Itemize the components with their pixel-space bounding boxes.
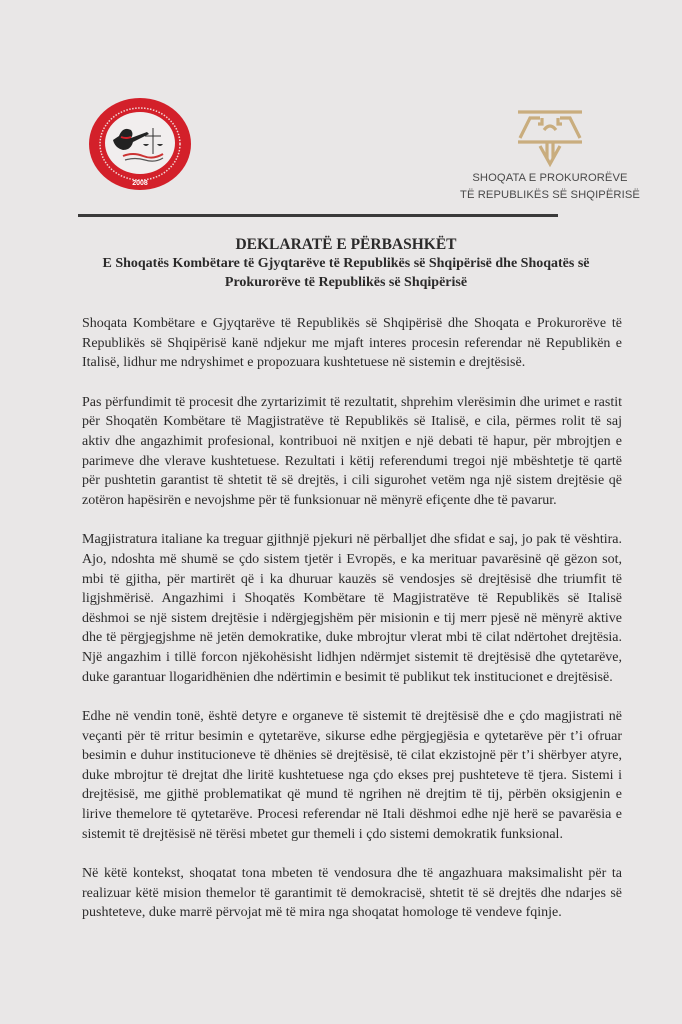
- declaration-body: [82, 314, 622, 943]
- declaration-subtitle-line1: E Shoqatës Kombëtare të Gjyqtarëve të Republikës së Shqipërisë dhe Shoqatës së: [102, 256, 590, 271]
- seal-year: 2008: [132, 180, 148, 187]
- paragraph: Magjistratura italiane ka treguar gjithnjë pjekuri në përballjet dhe sfidat e saj, jo pak të vështira. Ajo, ndoshta më shumë se çdo sistem tjetër i Evropës, e ka merituar pavarësinë që gëzon sot, mbi të gjitha, për martirët që i ka dhuruar kauzës së vendosjes së drejtësisë dhe triumfit të ligjshmërisë. Angazhimi i Shoqatës Kombëtare të Magjistratëve të Republikës së Italisë dëshmoi se një sistem drejtësie i ndërgjegjshëm për misionin e tij merr pjesë në mënyrë aktive dhe të përgjegjshme në jetën demokratike, duke mbrojtur vlerat mbi të cilat ndërtohet drejtësia. Një angazhim i tillë forcon njëkohësisht lidhjen ndërmjet sistemit të drejtësisë dhe qytetarëve, duke garantuar llogaridhënien dhe ndërtimin e besimit të publikut tek institucionet e drejtësisë.: [82, 532, 622, 685]
- prosecutors-association-name-line2: TË REPUBLIKËS SË SHQIPËRISË: [460, 189, 640, 201]
- paragraph: Pas përfundimit të procesit dhe zyrtarizimit të rezultatit, shprehim vlerësimin dhe urimet e rastit për Shoqatën Kombëtare të Magjistratëve të Republikës së Italisë, e cila, përmes rolit të saj aktiv dhe angazhimit profesional, kontribuoi në nxitjen e një debati të hapur, për mbrojtjen e parimeve dhe vlerave kushtetuese. Rezultati i këtij referendumi tregoi një mbështetje të qartë për pushtetin garantist të shtetit të së drejtës, i cili sigurohet vetëm nga një sistem drejtësie që zotëron hapësirën e nevojshme për të funksionuar në mënyrë efiçente dhe të pavarur.: [82, 394, 622, 508]
- declaration-title: DEKLARATË E PËRBASHKËT: [235, 236, 457, 253]
- declaration-subtitle-line2: Prokurorëve të Republikës së Shqipërisë: [224, 275, 468, 290]
- prosecutors-association-emblem-icon: [514, 102, 586, 168]
- paragraph: Në këtë kontekst, shoqatat tona mbeten të vendosura dhe të angazhuara maksimalisht për ta realizuar këtë mision themelor të garantimit të demokracisë, shtetit të së drejtës dhe ndarjes së pushteteve, duke marrë përvojat më të mira nga shoqatat homologe të vendeve fqinje.: [82, 866, 622, 921]
- declaration-title-block: [60, 236, 632, 292]
- paragraph: Edhe në vendin tonë, është detyre e organeve të sistemit të drejtësisë dhe e çdo magjistrati në veçanti për të rritur besimin e qytetarëve, sikurse edhe përgjegjësia e qytetarëve për t’i ofruar besimin e duhur institucioneve të dhënies së drejtësisë, të cilat ekzistojnë për t’i shërbyer atyre, duke mbrojtur të drejtat dhe liritë kushtetuese nga çdo ekses prej pushteteve të tjera. Sistemi i drejtësisë, me gjithë problematikat që mund të ngrihen në drejtim të tij, përbën oksigjenin e lirive themelore të qytetarëve. Procesi referendar në Itali dëshmoi edhe një herë se pavarësia e sistemit të drejtësisë në tërësi mbetet gur themeli i çdo sistemi demokratik funksional.: [82, 709, 622, 842]
- judges-association-logo: [87, 96, 193, 192]
- header-divider: [78, 214, 558, 217]
- prosecutors-association-name-line1: SHOQATA E PROKURORËVE: [472, 172, 628, 184]
- paragraph: Shoqata Kombëtare e Gjyqtarëve të Republikës së Shqipërisë dhe Shoqata e Prokurorëve të Republikës së Shqipërisë kanë ndjekur me mjaft interes procesin referendar në Republikën e Italisë, lidhur me ndryshimet e propozuara kushtetuese në sistemin e drejtësisë.: [82, 316, 622, 371]
- prosecutors-association-logo: [460, 102, 640, 202]
- judges-association-seal-icon: [87, 96, 193, 192]
